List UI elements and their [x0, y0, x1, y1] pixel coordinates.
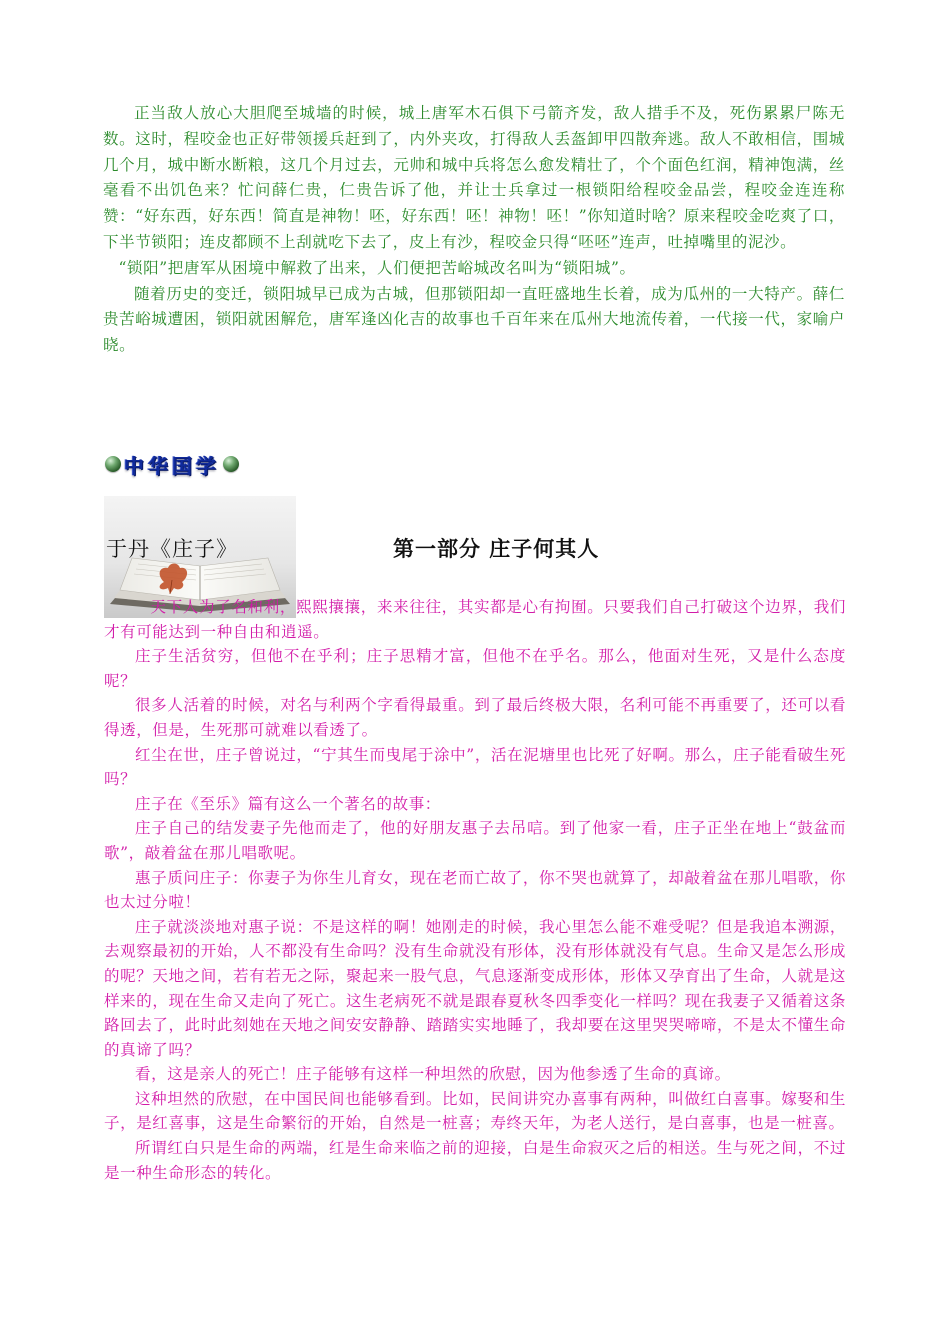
- article-title-right: 第一部分 庄子何其人: [393, 537, 600, 561]
- story-paragraph: 正当敌人放心大胆爬至城墙的时候，城上唐军木石俱下弓箭齐发，敌人措手不及，死伤累累尸陈无数。这时，程咬金也正好带领援兵赶到了，内外夹攻，打得敌人丢盔卸甲四散奔逃。敌人不敢相信，围城几个月，城中断水断粮，这几个月过去，元帅和城中兵将怎么愈发精壮了，个个面色红润，精神饱满，丝毫看不出饥色来？忙问薛仁贵，仁贵告诉了他，并让士兵拿过一根锁阳给程咬金品尝，程咬金连连称赞：“好东西，好东西！简直是神物！呸，好东西！呸！神物！呸！”你知道时啥？原来程咬金吃爽了口，下半节锁阳；连皮都顾不上刮就吃下去了，皮上有沙，程咬金只得“呸呸”连声，吐掉嘴里的泥沙。: [103, 104, 845, 251]
- section-heading: [105, 452, 239, 476]
- article-paragraph: 天下人为了名和利，熙熙攘攘，来来往往，其实都是心有拘囿。只要我们自己打破这个边界，我们才有可能达到一种自由和逍遥。: [104, 598, 846, 641]
- article-paragraph: 所谓红白只是生命的两端，红是生命来临之前的迎接，白是生命寂灭之后的相送。生与死之间，不过是一种生命形态的转化。: [104, 1139, 846, 1182]
- story-paragraph: “锁阳”把唐军从困境中解救了出来，人们便把苦峪城改名叫为“锁阳城”。: [118, 258, 636, 277]
- article-text: [104, 595, 846, 1185]
- article-paragraph: 很多人活着的时候，对名与利两个字看得最重。到了最后终极大限，名利可能不再重要了，还可以看得透，但是，生死那可就难以看透了。: [104, 696, 846, 739]
- story-text: [103, 101, 845, 359]
- story-paragraph: 随着历史的变迁，锁阳城早已成为古城，但那锁阳却一直旺盛地生长着，成为瓜州的一大特产。薛仁贵苦峪城遭困，锁阳就困解危，唐军逢凶化吉的故事也千百年来在瓜州大地流传着，一代接一代，家喻户晓。: [103, 284, 845, 355]
- article-paragraph: 庄子在《至乐》篇有这么一个著名的故事：: [135, 794, 441, 813]
- section-title: 中华国学: [124, 453, 220, 478]
- green-sphere-icon: [223, 456, 239, 472]
- article-paragraph: 这种坦然的欣慰，在中国民间也能够看到。比如，民间讲究办喜事有两种，叫做红白喜事。嫁娶和生子，是红喜事，这是生命繁衍的开始，自然是一桩喜；寿终天年，为老人送行，是白喜事，也是一桩喜。: [104, 1089, 846, 1133]
- article-paragraph: 庄子自己的结发妻子先他而走了，他的好朋友惠子去吊唁。到了他家一看，庄子正坐在地上“鼓盆而歌”，敲着盆在那儿唱歌呢。: [104, 819, 846, 862]
- article-paragraph: 红尘在世，庄子曾说过，“宁其生而曳尾于涂中”，活在泥塘里也比死了好啊。那么，庄子能看破生死吗？: [104, 745, 846, 789]
- article-paragraph: 看，这是亲人的死亡！庄子能够有这样一种坦然的欣慰，因为他参透了生命的真谛。: [135, 1065, 731, 1084]
- article-paragraph: 惠子质问庄子：你妻子为你生儿育女，现在老而亡故了，你不哭也就算了，却敲着盆在那儿唱歌，你也太过分啦！: [104, 868, 846, 912]
- article-paragraph: 庄子生活贫穷，但他不在乎利；庄子思精才富，但他不在乎名。那么，他面对生死，又是什么态度呢？: [104, 647, 846, 690]
- article-title-left: 于丹《庄子》: [106, 537, 238, 561]
- green-sphere-icon: [105, 456, 121, 472]
- article-paragraph: 庄子就淡淡地对惠子说：不是这样的啊！她刚走的时候，我心里怎么能不难受呢？但是我追本溯源，去观察最初的开始，人不都没有生命吗？没有生命就没有形体，没有形体就没有气息。生命又是怎么形成的呢？天地之间，若有若无之际，聚起来一股气息，气息逐渐变成形体，形体又孕育出了生命，人就是这样来的，现在生命又走向了死亡。这生老病死不就是跟春夏秋冬四季变化一样吗？现在我妻子又循着这条路回去了，此时此刻她在天地之间安安静静、踏踏实实地睡了，我却要在这里哭哭啼啼，不是太不懂生命的真谛了吗？: [104, 917, 846, 1059]
